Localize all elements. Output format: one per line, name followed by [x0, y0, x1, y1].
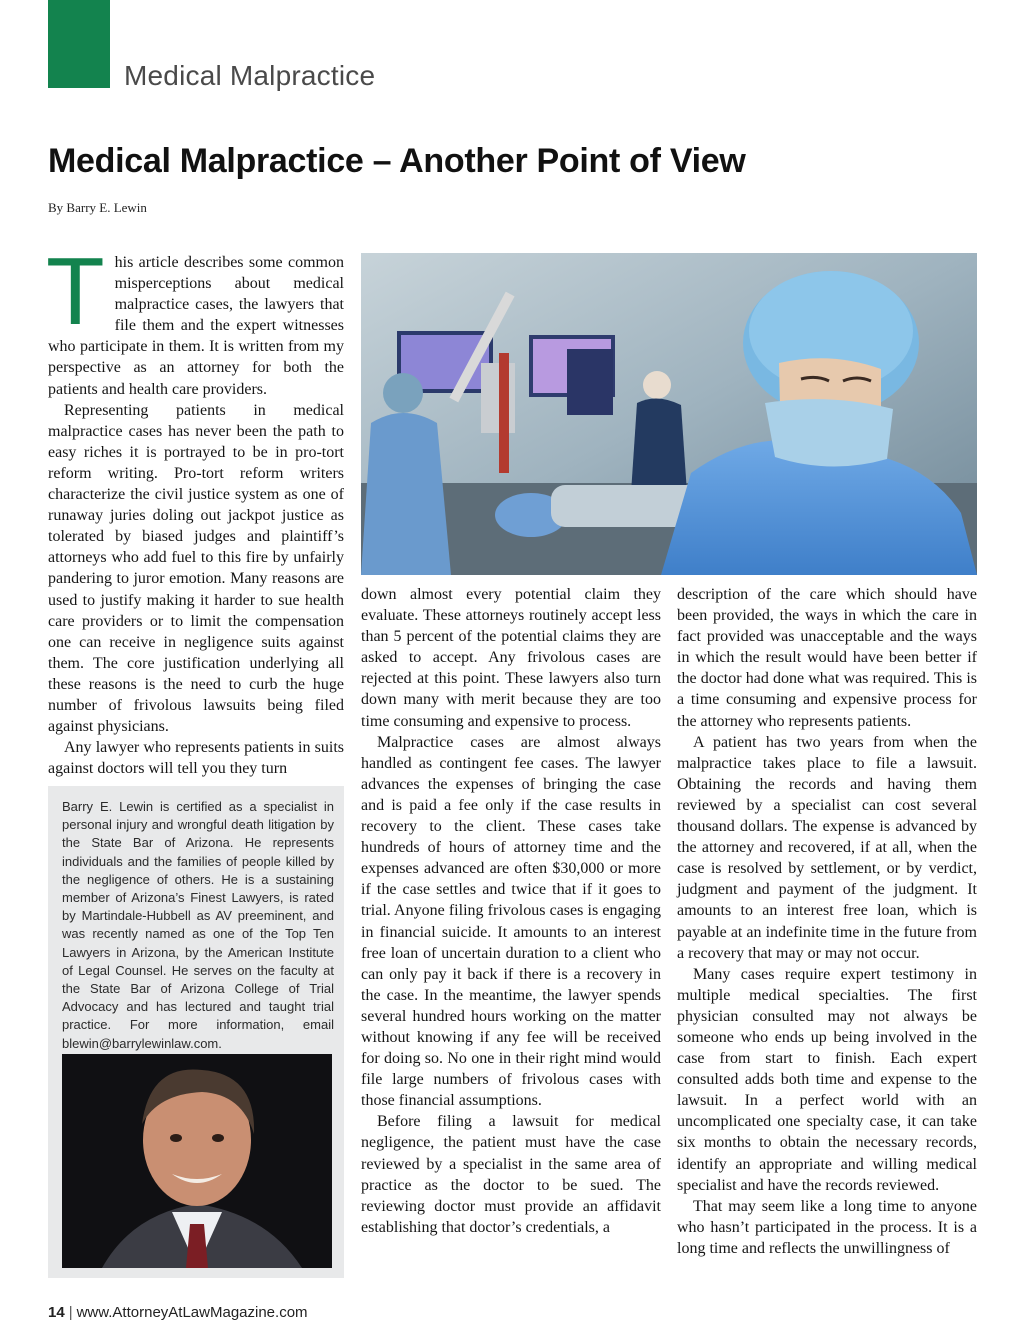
article-paragraph: Any lawyer who represents patients in suits against doctors will tell you they turn [48, 739, 344, 778]
article-paragraph: Before filing a lawsuit for medical negligence, the patient must have the case reviewed by a specialist in the same area of practice as the doctor to be sued. The reviewing doctor must provide an affidavit establishing that doctor’s credentials, a [361, 1113, 661, 1236]
article-paragraph: his article describes some common misperceptions about medical malpractice cases, the lawyers that file them and the expert witnesses who participate in them. It is written from my perspective as an attorney for both the patients and health care providers. [48, 254, 344, 398]
byline: By Barry E. Lewin [48, 200, 147, 215]
section-color-block [48, 0, 110, 88]
article-paragraph: description of the care which should have been provided, the ways in which the care in fact provided was unacceptable and the ways in which the result would have been better if the doctor had done what was required. This is a time consuming and expensive process for the attorney who represents patients. [677, 586, 977, 730]
author-bio-box [48, 786, 344, 1278]
article-paragraph: A patient has two years from when the malpractice takes place to file a lawsuit. Obtaining the records and having them reviewed by a specialist can cost several thousand dollars. The expense is advanced by the attorney and recovered, if at all, when the case is resolved by settlement, or by verdict, judgment and payment of the judgment. It amounts to an interest free loan, which is payable at an indefinite time in the future from a recovery that may or may not occur. [677, 733, 977, 962]
article-column-1 [46, 238, 344, 779]
author-bio-text: Barry E. Lewin is certified as a specialist in personal injury and wrongful death litigation by the State Bar of Arizona. He represents individuals and the families of people killed by the negligence of others. He is a sustaining member of Arizona’s Finest Lawyers, is rated by Martindale-Hubbell as AV preeminent, and was recently named as one of the Top Ten Lawyers in Arizona, by the American Institute of Legal Counsel. He serves on the faculty at the State Bar of Arizona College of Trial Advocacy and has lectured and taught trial practice. For more information, email blewin@barrylewinlaw.com. [62, 799, 334, 1051]
footer-separator: | [68, 1304, 73, 1321]
page-footer [48, 1304, 308, 1321]
article-paragraph: Many cases require expert testimony in multiple medical specialties. The first physician consulted may not always be someone who ends up being involved in the case from start to finish. Each expert consulted adds both time and expense to the lawsuit. In a perfect world with an uncomplicated one specialty case, it can take six months to obtain the necessary records, identify an appropriate and willing medical specialist and have the records reviewed. [677, 965, 977, 1194]
article-title: Medical Malpractice – Another Point of View [48, 142, 746, 180]
section-label: Medical Malpractice [124, 60, 376, 91]
footer-website: www.AttorneyAtLawMagazine.com [76, 1304, 308, 1321]
article-paragraph: Malpractice cases are almost always handled as contingent fee cases. The lawyer advances the expenses of bringing the case and is paid a fee only if the case results in recovery to the client. These cases take hundreds of hours of attorney time and the expenses advanced are often $30,000 or more if the case settles and twice that if it goes to trial. Anyone filing frivolous cases is engaging in financial suicide. It amounts to an interest free loan of uncertain duration to a client who can only pay it back if there is a recovery in the case. In the meantime, the lawyer spends several hundred hours working on the matter without knowing if any fee will be received for doing so. No one in their right mind would file large numbers of frivolous cases with those financial assumptions. [361, 733, 661, 1110]
article-paragraph: down almost every potential claim they evaluate. These attorneys routinely accept less than 5 percent of the potential claims they are asked to accept. Any frivolous cases are rejected at this point. These lawyers also turn down many with merit because they are too time consuming and expensive to process. [361, 586, 661, 730]
article-column-2 [361, 584, 661, 1238]
surgery-photo [361, 253, 977, 575]
drop-cap: T [46, 238, 105, 345]
article-column-3 [677, 584, 977, 1259]
article-paragraph: That may seem like a long time to anyone who hasn’t participated in the process. It is a long time and reflects the unwillingness of [677, 1197, 977, 1257]
article-paragraph: Representing patients in medical malpractice cases has never been the path to easy riches it is portrayed to be in pro-tort reform writing. Pro-tort reform writers characterize the civil justice system as one of runaway juries doling out jackpot justice as tolerated by biased judges and plaintiff’s attorneys who add fuel to this fire by unfairly pandering to juror emotion. Many reasons are used to justify making it harder to sue health care providers or to limit the compensation one can receive in negligence suits against them. The core justification underlying all these reasons is the need to curb the huge number of frivolous lawsuits being filed against physicians. [48, 401, 344, 736]
page-number: 14 [48, 1304, 65, 1321]
author-portrait [62, 1054, 332, 1268]
